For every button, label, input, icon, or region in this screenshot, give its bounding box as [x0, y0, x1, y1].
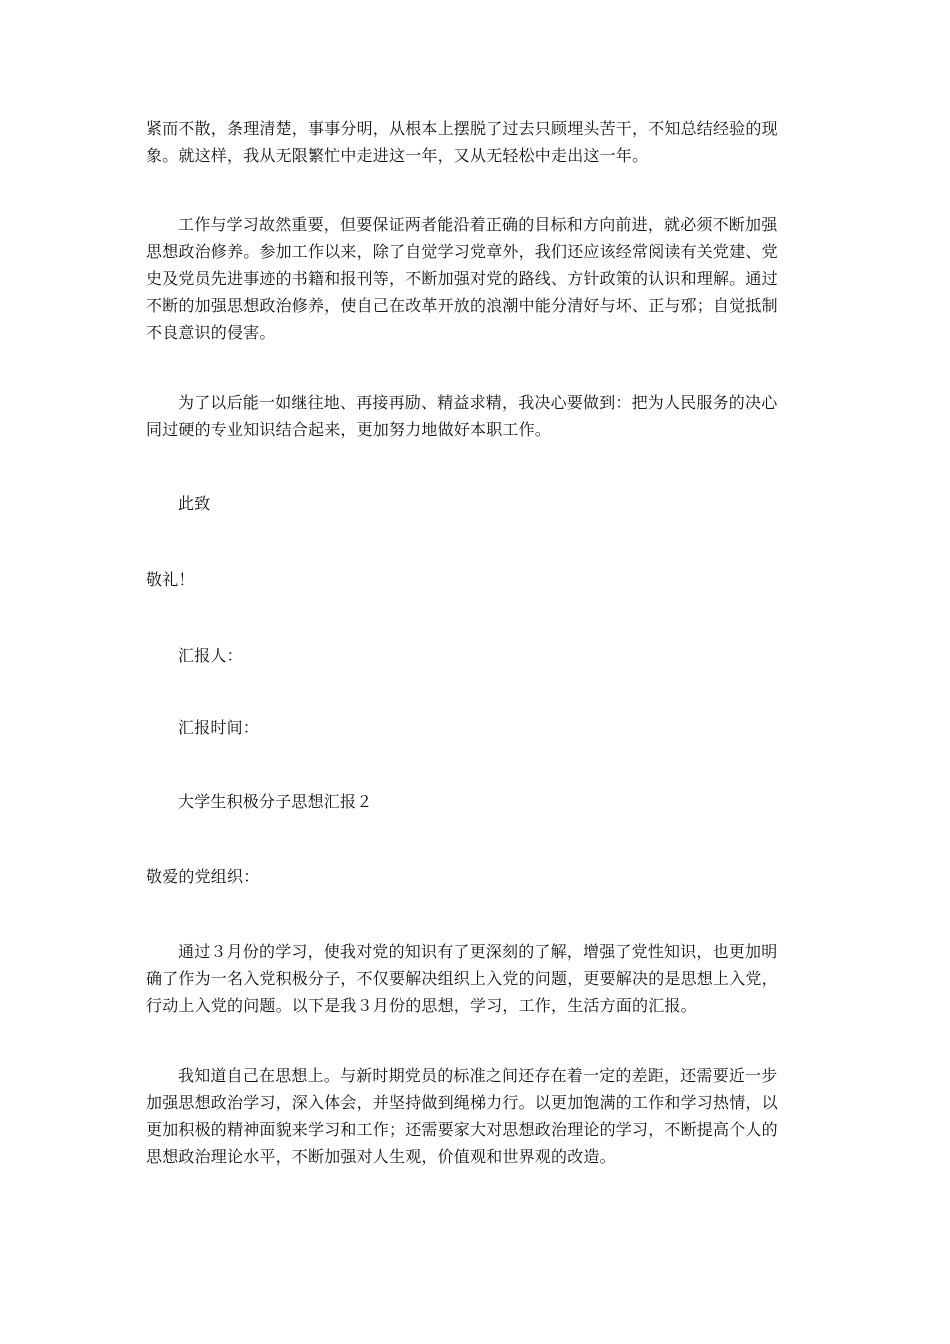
para3-line-1: 为了以后能一如继往地、再接再励、精益求精，我决心要做到：把为人民服务的决心 [178, 393, 778, 412]
para5-line-4: 思想政治理论水平，不断加强对人生观，价值观和世界观的改造。 [146, 1147, 616, 1166]
para2-line-5: 不良意识的侵害。 [146, 323, 276, 342]
para1-line-2: 象。就这样，我从无限繁忙中走进这一年，又从无轻松中走出这一年。 [146, 146, 649, 165]
para2-line-4: 不断的加强思想政治修养，使自己在改革开放的浪潮中能分清好与坏、正与邪；自觉抵制 [146, 296, 778, 315]
para4-line-2: 确了作为一名入党积极分子，不仅要解决组织上入党的问题，更要解决的是思想上入党， [146, 969, 778, 988]
para4-line-3: 行动上入党的问题。以下是我３月份的思想，学习，工作，生活方面的汇报。 [146, 996, 697, 1015]
para2-line-3: 史及党员先进事迹的书籍和报刊等，不断加强对党的路线、方针政策的认识和理解。通过 [146, 269, 778, 288]
report-time-label: 汇报时间： [178, 718, 260, 737]
reporter-label: 汇报人： [178, 646, 243, 665]
para3-line-2: 同过硬的专业知识结合起来，更加努力地做好本职工作。 [146, 420, 552, 439]
section-title: 大学生积极分子思想汇报２ [178, 792, 373, 811]
para2-line-1: 工作与学习故然重要，但要保证两者能沿着正确的目标和方向前进，就必须不断加强 [178, 215, 778, 234]
closing-ci-zhi: 此致 [178, 494, 211, 513]
salutation: 敬爱的党组织： [146, 867, 260, 886]
para4-line-1: 通过３月份的学习，使我对党的知识有了更深刻的了解，增强了党性知识，也更加明 [178, 942, 778, 961]
para5-line-1: 我知道自己在思想上。与新时期党员的标准之间还存在着一定的差距，还需要近一步 [178, 1066, 778, 1085]
closing-jing-li: 敬礼！ [146, 570, 195, 589]
para5-line-3: 更加积极的精神面貌来学习和工作；还需要家大对思想政治理论的学习，不断提高个人的 [146, 1120, 778, 1139]
para5-line-2: 加强思想政治学习，深入体会，并坚持做到绳梯力行。以更加饱满的工作和学习热情，以 [146, 1093, 778, 1112]
para1-line-1: 紧而不散，条理清楚，事事分明，从根本上摆脱了过去只顾埋头苦干，不知总结经验的现 [146, 119, 778, 138]
para2-line-2: 思想政治修养。参加工作以来，除了自觉学习党章外，我们还应该经常阅读有关党建、党 [146, 242, 778, 261]
